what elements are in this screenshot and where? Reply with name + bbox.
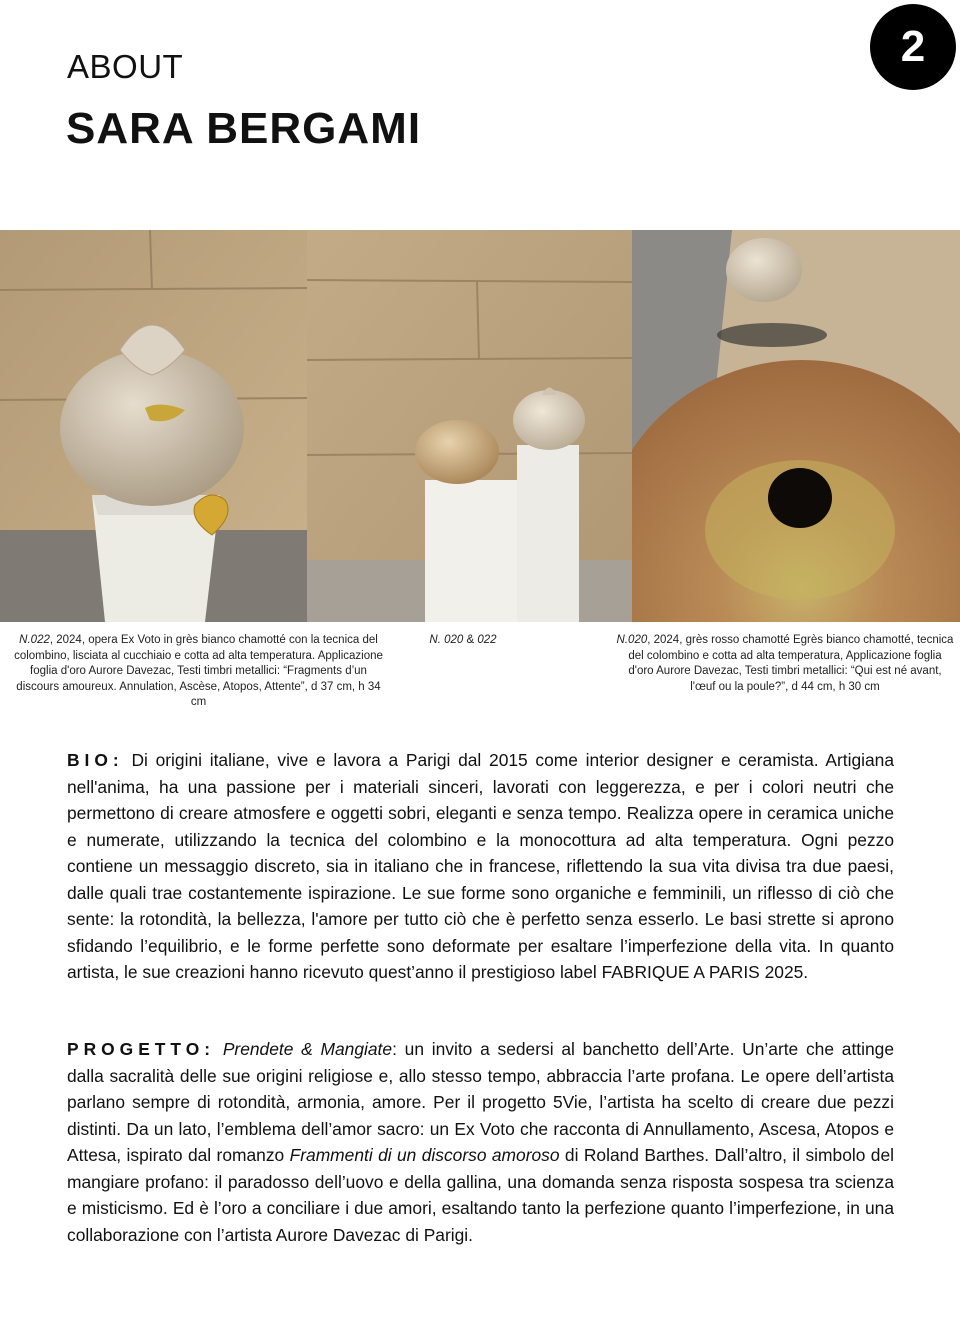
caption-ex-voto	[10, 633, 387, 711]
progetto-book-title: Frammenti di un discorso amoroso	[289, 1145, 560, 1165]
progetto-label: PROGETTO:	[67, 1039, 216, 1059]
caption-id: N.020	[616, 634, 648, 646]
bio-paragraph	[67, 747, 894, 986]
caption-text: , 2024, grès rosso chamotté Egrès bianco chamotté, tecnica del colombino e cotta ad alta temperatura, Applicazione foglia d'oro Aurore Davezac, Testi timbri metallici: “Qui est né avant, l'œuf ou la poule?”, d 44 cm, h 30 cm	[628, 634, 954, 693]
photo-closeup-gold	[632, 230, 960, 622]
bio-text: Di origini italiane, vive e lavora a Parigi dal 2015 come interior designer e ceramista. Artigiana nell'anima, ha una passione per i materiali sinceri, lavorati con leggerezza, e per i colori neutri che permettono di creare atmosfere e oggetti sobri, eleganti e senza tempo. Realizza opere in ceramica uniche e numerate, utilizzando la tecnica del colombino e la monocottura ad alta temperatura. Ogni pezzo contiene un messaggio discreto, sia in italiano che in francese, riflettendo la sua vita divisa tra due paesi, dalle quali trae costantemente ispirazione. Le sue forme sono organiche e femminili, un riflesso di ciò che sente: la rotondità, la bellezza, l'amore per tutto ciò che è perfetto senza esserlo. Le basi strette si aprono sfidando l’equilibrio, e le forme perfette sono deformate per esaltare l’imperfezione della vita. In quanto artista, le sue creazioni hanno ricevuto quest’anno il prestigioso label FABRIQUE A PARIS 2025.	[67, 750, 894, 982]
progetto-text-1: : un invito a sedersi al banchetto dell’Arte. Un’arte che attinge dalla sacralità delle sue origini religiose e, allo stesso tempo, abbraccia l’arte profana. Le opere dell’artista parlano sempre di rotondità, armonia, amore. Per il progetto 5Vie, l’artista ha scelto di creare due pezzi distinti. Da un lato, l’emblema dell’amor sacro: un Ex Voto che racconta di Annullamento, Ascesa, Atopos e Attesa, ispirato dal romanzo	[67, 1039, 894, 1165]
section-label: ABOUT	[67, 48, 184, 85]
caption-id-a: N. 020	[429, 634, 464, 646]
caption-amp: &	[463, 634, 478, 646]
photo-two-pieces	[307, 230, 632, 622]
progetto-title: Prendete & Mangiate	[222, 1039, 393, 1059]
caption-id-b: 022	[477, 634, 497, 646]
photo-strip	[0, 230, 960, 622]
artist-name-title: SARA BERGAMI	[66, 104, 422, 153]
caption-closeup	[616, 633, 954, 695]
caption-text: , 2024, opera Ex Voto in grès bianco chamotté con la tecnica del colombino, lisciata al cucchiaio e cotta ad alta temperatura. Applicazione foglia d'oro Aurore Davezac, Testi timbri metallici: “Fragments d’un discours amoureux. Annulation, Ascèse, Atopos, Attente”, d 37 cm, h 34 cm	[14, 634, 383, 709]
photo-ex-voto	[0, 230, 307, 622]
caption-id: N.022	[19, 634, 50, 646]
progetto-paragraph	[67, 1036, 894, 1248]
progetto-text-2: di Roland Barthes. Dall’altro, il simbolo del mangiare profano: il paradosso dell’uovo e della gallina, una domanda senza risposta sospesa tra scienza e misticismo. Ed è l’oro a conciliare i due amori, esaltando tanto la perfezione quanto l’imperfezione, in una collaborazione con l’artista Aurore Davezac di Parigi.	[67, 1145, 894, 1245]
page-number-badge: 2	[870, 4, 956, 90]
bio-label: BIO:	[67, 750, 124, 770]
caption-two-pieces	[388, 633, 538, 649]
